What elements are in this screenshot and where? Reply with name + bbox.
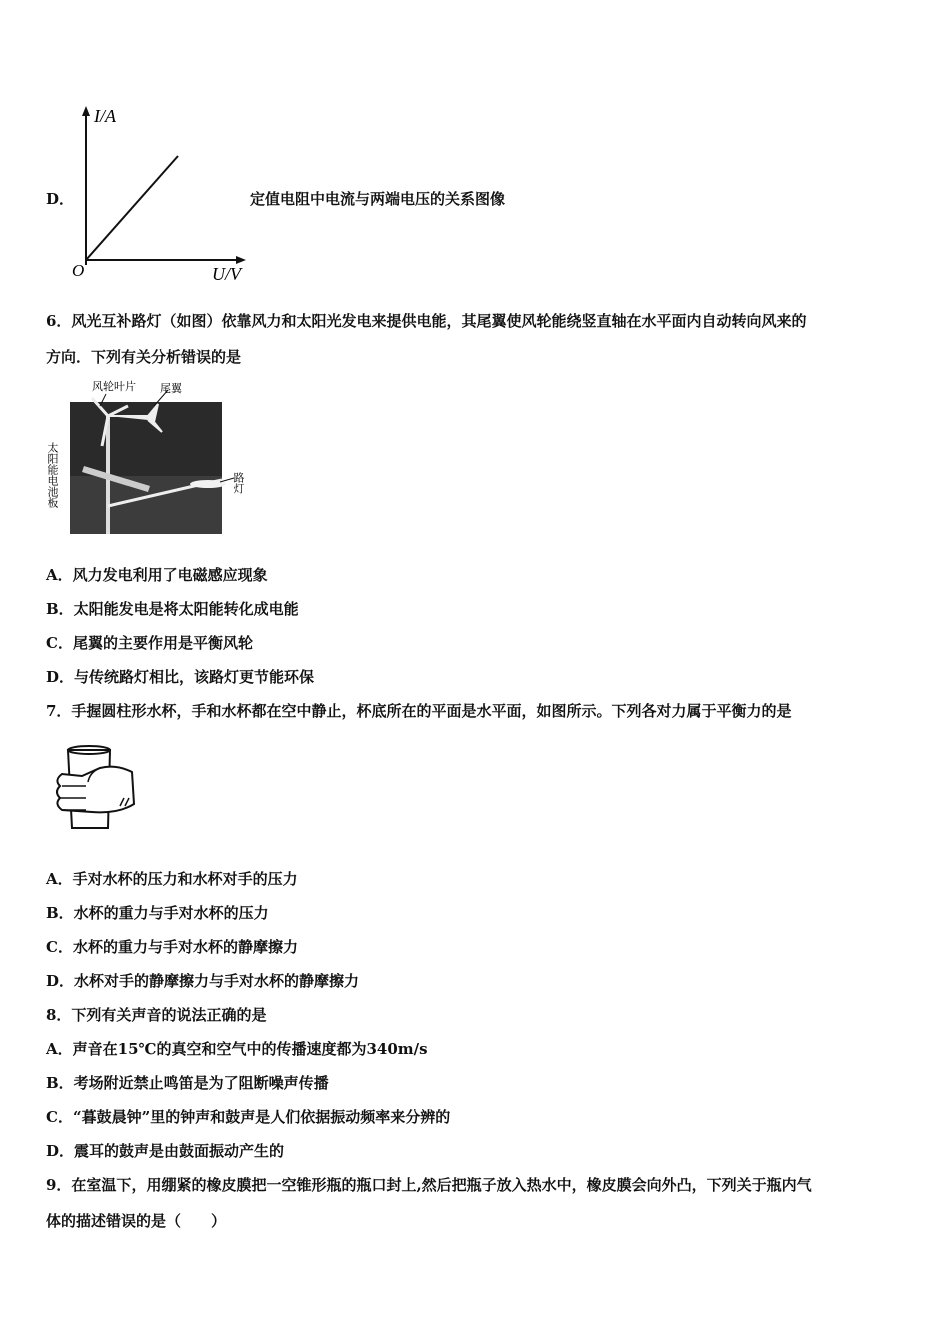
q8-option-b: B．考场附近禁止鸣笛是为了阻断噪声传播 bbox=[46, 1074, 329, 1092]
wind-solar-streetlamp-figure bbox=[44, 376, 254, 536]
figure-label-solar: 太阳能电池板 bbox=[46, 442, 58, 508]
q5-option-d-text: 定值电阻中电流与两端电压的关系图像 bbox=[250, 190, 506, 208]
q6-stem-line2: 方向．下列有关分析错误的是 bbox=[46, 348, 242, 366]
lamp-head-icon bbox=[190, 480, 226, 488]
q9-stem-line1: 9．在室温下，用绷紧的橡皮膜把一空锥形瓶的瓶口封上,然后把瓶子放入热水中，橡皮膜会向外凸，下列关于瓶内气 bbox=[46, 1176, 812, 1194]
q6-option-c: C．尾翼的主要作用是平衡风轮 bbox=[46, 634, 253, 652]
y-axis-arrow-icon bbox=[82, 106, 90, 116]
q7-option-b: B．水杯的重力与手对水杯的压力 bbox=[46, 904, 269, 922]
current-voltage-graph bbox=[66, 100, 266, 285]
q5-option-d-label: D． bbox=[46, 190, 75, 208]
q7-option-c: C．水杯的重力与手对水杯的静摩擦力 bbox=[46, 938, 298, 956]
q8-option-a: A．声音在15℃的真空和空气中的传播速度都为340m/s bbox=[46, 1040, 428, 1058]
hand-holding-cup-figure bbox=[52, 742, 152, 834]
q8-stem: 8．下列有关声音的说法正确的是 bbox=[46, 1006, 267, 1024]
origin-label: O bbox=[72, 261, 85, 280]
x-axis-label: U/V bbox=[212, 264, 241, 284]
q6-option-b: B．太阳能发电是将太阳能转化成电能 bbox=[46, 600, 299, 618]
q7-option-a: A．手对水杯的压力和水杯对手的压力 bbox=[46, 870, 298, 888]
q7-option-d: D．水杯对手的静摩擦力与手对水杯的静摩擦力 bbox=[46, 972, 360, 990]
q8-option-d: D．震耳的鼓声是由鼓面振动产生的 bbox=[46, 1142, 285, 1160]
q6-stem-line1: 6．风光互补路灯（如图）依靠风力和太阳光发电来提供电能，其尾翼使风轮能绕竖直轴在水平面内自动转向风来的 bbox=[46, 312, 807, 330]
figure-label-lamp: 路灯 bbox=[232, 472, 244, 494]
q9-stem-line2: 体的描述错误的是（ ） bbox=[46, 1212, 227, 1230]
q6-option-a: A．风力发电利用了电磁感应现象 bbox=[46, 566, 268, 584]
q7-stem: 7．手握圆柱形水杯，手和水杯都在空中静止，杯底所在的平面是水平面，如图所示。下列各对力属于平衡力的是 bbox=[46, 702, 792, 720]
y-axis-label: I/A bbox=[94, 106, 116, 126]
q6-option-d: D．与传统路灯相比，该路灯更节能环保 bbox=[46, 668, 315, 686]
figure-label-tail: 尾翼 bbox=[160, 383, 182, 395]
figure-label-blades: 风轮叶片 bbox=[92, 381, 136, 393]
q8-option-c: C．“暮鼓晨钟”里的钟声和鼓声是人们依据振动频率来分辨的 bbox=[46, 1108, 451, 1126]
x-axis-arrow-icon bbox=[236, 256, 246, 264]
proportional-line bbox=[86, 156, 178, 260]
